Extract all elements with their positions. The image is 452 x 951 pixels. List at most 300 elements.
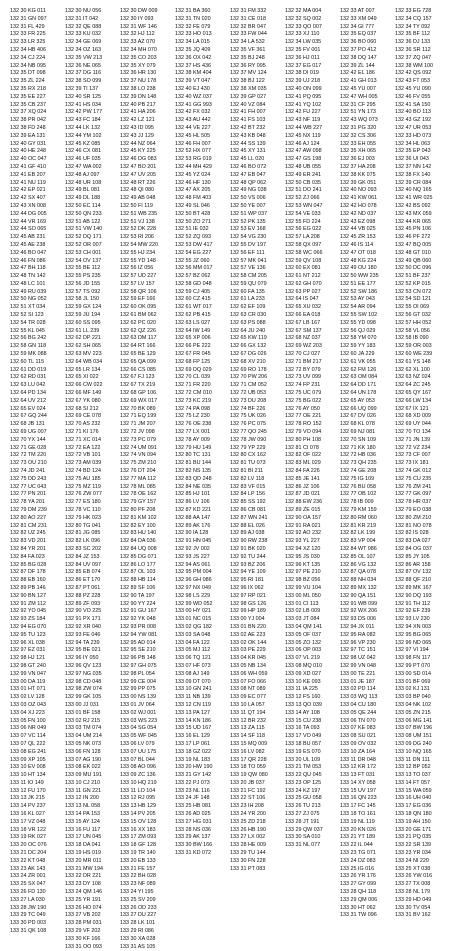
listing-entry: 132 53 CN 072 <box>395 288 432 295</box>
listing-entry: 132 65 QY 167 <box>395 390 432 397</box>
listing-entry: 132 54 OV 137 <box>65 257 102 264</box>
listing-entry: 132 75 UK 026 <box>230 413 266 420</box>
listing-entry: 132 33 EG 728 <box>395 8 432 14</box>
listing-entry: 132 38 DI 019 <box>285 70 319 77</box>
listing-entry: 133 23 IH 208 <box>230 803 264 810</box>
listing-entry: 132 31 CE 018 <box>230 15 266 22</box>
listing-entry: 133 05 MJ 112 <box>175 647 211 654</box>
listing-entry: 132 75 AU 185 <box>65 475 101 482</box>
listing-entry: 132 76 AY 050 <box>285 405 320 412</box>
listing-entry: 132 86 AR 158 <box>395 561 431 568</box>
listing-entry: 132 37 HS 436 <box>175 62 211 69</box>
listing-entry: 133 25 SX 047 <box>10 881 46 888</box>
listing-entry: 132 46 AJ 124 <box>285 140 320 147</box>
listing-entry: 133 10 HQ 219 <box>120 779 157 786</box>
listing-entry: 132 67 YK 080 <box>65 397 101 404</box>
listing-entry: 133 21 PQ 035 <box>395 834 432 841</box>
listing-entry: 133 31 QK 108 <box>10 928 47 935</box>
listing-entry: 132 69 NJ 081 <box>340 429 376 436</box>
listing-entry: 133 06 TQ 121 <box>175 655 211 662</box>
listing-entry: 133 10 LA 057 <box>230 701 265 708</box>
listing-entry: 132 41 PQ 095 <box>285 93 322 100</box>
listing-entry: 132 44 NZ 064 <box>120 140 156 147</box>
listing-entry: 132 63 PP 027 <box>285 288 321 295</box>
listing-entry: 132 44 VR 169 <box>10 218 46 225</box>
listing-entry: 132 64 DD 171 <box>340 382 377 389</box>
listing-entry: 133 06 WH 059 <box>230 670 268 677</box>
listing-entry: 133 02 LB 009 <box>285 608 321 615</box>
listing-entry: 132 85 JE 141 <box>285 475 320 482</box>
listing-entry: 132 62 PB 415 <box>175 312 211 319</box>
listing-entry: 133 07 HF 073 <box>175 662 211 669</box>
listing-entry: 132 69 WZ 203 <box>285 343 322 350</box>
listing-entry: 132 76 PC 075 <box>230 421 266 428</box>
listing-entry: 132 34 HL 063 <box>395 140 431 147</box>
listing-entry: 132 98 GS 126 <box>230 600 267 607</box>
listing-entry: 132 60 SS 095 <box>65 319 101 326</box>
listing-entry: 132 61 NT 212 <box>285 273 321 280</box>
listing-entry: 132 48 AJ 097 <box>65 171 100 178</box>
listing-entry: 133 03 WQ 113 <box>340 694 378 701</box>
listing-entry: 132 84 DA 036 <box>120 538 156 545</box>
listing-entry: 132 79 EO 038 <box>395 507 432 513</box>
listing-entry: 132 98 CD 048 <box>65 678 102 685</box>
listing-entry: 132 71 XC 014 <box>65 436 101 443</box>
listing-entry: 132 67 DV 026 <box>340 413 376 420</box>
listing-entry: 132 35 RX 218 <box>10 85 46 92</box>
listing-entry: 132 55 OI 069 <box>395 304 430 311</box>
listing-entry: 133 25 SV 209 <box>120 896 156 903</box>
listing-entry: 133 05 ZN 215 <box>395 709 431 716</box>
listing-entry: 132 84 UQ 008 <box>120 545 157 552</box>
listing-entry: 132 39 GK 051 <box>340 179 377 186</box>
listing-entry: 133 13 TO 037 <box>395 772 431 779</box>
listing-entry: 132 69 CE 078 <box>65 413 101 420</box>
listing-entry: 132 47 AX 205 <box>175 187 211 194</box>
listing-entry: 132 44 MH 429 <box>175 163 212 170</box>
listing-entry: 133 00 HY 021 <box>175 608 211 615</box>
listing-entry: 132 69 UG 007 <box>10 429 47 436</box>
listing-entry: 132 64 IS 047 <box>285 296 319 303</box>
listing-entry: 132 56 IZ 056 <box>120 265 154 272</box>
listing-entry: 132 64 WB 034 <box>65 358 103 365</box>
listing-entry: 132 99 HP 189 <box>230 608 266 615</box>
listing-entry: 132 42 EP 021 <box>10 187 46 194</box>
listing-entry: 132 93 LV 230 <box>395 616 430 623</box>
listing-entry: 132 31 FM 332 <box>230 8 267 14</box>
listing-entry: 132 82 LK 199 <box>340 530 376 537</box>
listing-entry: 133 29 TU 144 <box>230 850 266 857</box>
listing-entry: 132 42 BS 092 <box>395 202 431 209</box>
listing-entry: 132 58 YM 070 <box>340 335 377 342</box>
listing-entry: 132 40 GY 031 <box>10 140 47 147</box>
listing-entry: 132 82 NS 135 <box>175 468 211 475</box>
listing-entry: 133 02 WJ 001 <box>120 709 157 716</box>
listing-entry: 133 21 FE 157 <box>120 865 156 872</box>
listing-entry: 132 83 VP 004 <box>340 538 376 545</box>
listing-entry: 132 89 ZE 015 <box>285 507 321 513</box>
listing-entry: 132 63 DM 117 <box>120 335 157 342</box>
listing-entry: 133 28 JW 190 <box>10 904 47 911</box>
listing-entry: 133 98 FN 117 <box>395 655 431 662</box>
listing-entry: 132 88 EL 026 <box>230 522 265 529</box>
listing-entry: 133 18 DA 041 <box>65 842 101 849</box>
listing-entry: 133 28 NS 036 <box>175 826 211 833</box>
listing-entry: 132 79 HU 149 <box>175 444 212 451</box>
listing-entry: 133 07 FO 066 <box>230 678 266 685</box>
listing-entry: 132 42 EL 186 <box>340 70 375 77</box>
listing-entry: 133 05 NB 134 <box>230 662 266 669</box>
listing-entry: 132 34 MH 070 <box>120 46 157 53</box>
listing-entry: 133 29 AK 137 <box>175 834 211 841</box>
listing-entry: 133 18 BU 057 <box>285 740 321 747</box>
listing-entry: 132 46 BO 047 <box>10 249 47 256</box>
listing-entry: 133 03 WS 223 <box>120 717 158 724</box>
listing-entry: 132 96 QV 123 <box>65 662 102 669</box>
listing-entry: 132 54 VG 230 <box>230 234 267 241</box>
listing-entry: 132 51 BF 237 <box>395 273 431 280</box>
listing-entry: 132 51 IE 032 <box>175 226 209 233</box>
listing-entry: 132 95 RI 181 <box>230 577 264 584</box>
listing-entry: 133 16 FU 117 <box>65 826 101 833</box>
listing-entry: 132 33 EH 055 <box>340 140 376 147</box>
listing-entry: 133 00 NS 139 <box>120 694 156 701</box>
listing-entry: 133 24 ZR 001 <box>10 873 46 880</box>
listing-entry: 133 12 BR 232 <box>230 717 266 724</box>
listing-entry: 132 92 AO 232 <box>285 530 321 537</box>
listing-entry: 132 43 MX 059 <box>395 210 432 217</box>
listing-entry: 132 40 VZ 084 <box>230 101 266 108</box>
listing-entry: 133 27 DU 227 <box>120 912 157 919</box>
listing-entry: 132 56 EG 022 <box>285 226 322 233</box>
listing-entry: 132 60 CZ 415 <box>175 296 211 303</box>
listing-entry: 132 71 BM 217 <box>285 358 322 365</box>
listing-entry: 133 17 UN 045 <box>65 834 102 841</box>
listing-entry: 133 08 NT 089 <box>230 686 266 693</box>
listing-entry: 132 97 RP 021 <box>230 592 266 599</box>
listing-entry: 132 41 FH 007 <box>230 109 266 116</box>
listing-entry: 133 24 QM 146 <box>65 889 103 896</box>
listing-entry: 132 63 MV 223 <box>65 351 102 358</box>
listing-entry: 132 95 PM 004 <box>175 569 212 576</box>
listing-entry: 132 46 FV 055 <box>395 93 431 100</box>
listing-entry: 132 51 DO 241 <box>285 187 322 194</box>
listing-entry: 132 95 RA 082 <box>340 631 376 638</box>
listing-entry: 133 11 DN 111 <box>395 756 431 763</box>
listing-entry: 133 07 KE 083 <box>340 725 376 732</box>
listing-entry: 132 86 LV 106 <box>175 499 210 506</box>
listing-entry: 132 55 BE 112 <box>65 265 101 272</box>
listing-entry: 132 58 VL 056 <box>395 327 430 334</box>
listing-entry: 132 32 CS 306 <box>340 132 376 139</box>
listing-entry: 132 81 KM 102 <box>120 514 157 521</box>
listing-entry: 133 06 OP 003 <box>285 647 322 654</box>
listing-entry: 133 30 SA 010 <box>285 834 321 841</box>
listing-entry: 132 51 WP 037 <box>230 210 268 217</box>
listing-entry: 132 39 TI 137 <box>65 85 99 92</box>
listing-entry: 132 56 EF 111 <box>230 249 265 256</box>
listing-entry: 132 64 RT 166 <box>120 343 156 350</box>
listing-entry: 133 27 TX 008 <box>395 881 431 888</box>
listing-entry: 132 83 VD 201 <box>10 538 46 545</box>
listing-entry: 132 91 HN 045 <box>175 538 212 545</box>
listing-entry: 132 84 JZ 153 <box>65 553 100 560</box>
listing-entry: 132 50 EC 114 <box>65 202 101 209</box>
listing-entry: 132 38 FD 248 <box>10 124 46 131</box>
listing-entry: 132 89 SF 106 <box>120 584 156 591</box>
listing-entry: 132 90 IA 128 <box>175 530 209 537</box>
listing-column-3 <box>120 8 175 951</box>
listing-entry: 133 18 GZ 022 <box>175 748 211 755</box>
listing-entry: 132 38 SO 099 <box>65 78 102 85</box>
listing-entry: 133 23 OP 125 <box>285 779 322 786</box>
listing-entry: 133 14 PV 237 <box>10 803 46 810</box>
listing-entry: 132 36 HJ 011 <box>285 54 320 61</box>
listing-entry: 132 72 VB 101 <box>65 452 101 459</box>
listing-entry: 132 54 MW 220 <box>120 241 159 248</box>
listing-entry: 132 45 NX 119 <box>285 132 321 139</box>
listing-entry: 133 23 DY 108 <box>65 881 101 888</box>
listing-entry: 132 56 BG 242 <box>10 335 47 342</box>
listing-entry: 132 43 EZ 098 <box>340 218 376 225</box>
listing-entry: 132 77 GK 097 <box>395 491 432 498</box>
listing-entry: 132 43 AU 442 <box>175 117 211 124</box>
listing-entry: 133 05 ZO 132 <box>285 639 321 646</box>
listing-entry: 132 47 UV 205 <box>120 171 156 178</box>
listing-entry: 132 40 OC 047 <box>10 156 47 163</box>
listing-entry: 133 07 VL 219 <box>285 655 320 662</box>
listing-entry: 132 98 UZ 042 <box>340 655 376 662</box>
listing-entry: 132 87 OV 132 <box>395 569 432 576</box>
listing-entry: 132 51 AB 122 <box>65 218 101 225</box>
listing-entry: 132 42 PW 177 <box>65 109 103 116</box>
listing-entry: 133 26 HO 074 <box>65 904 102 911</box>
listing-entry: 132 60 OK 095 <box>120 304 157 311</box>
listing-entry: 133 20 EB 133 <box>120 857 156 864</box>
listing-entry: 133 02 QG 182 <box>175 623 212 630</box>
listing-entry: 133 21 TM 053 <box>285 764 322 771</box>
listing-column-6 <box>285 8 340 951</box>
listing-entry: 133 21 FC 192 <box>230 787 266 794</box>
listing-entry: 132 66 EA 018 <box>285 312 321 319</box>
listing-entry: 132 45 YZ 024 <box>175 171 211 178</box>
listing-entry: 132 50 WW 235 <box>340 273 379 280</box>
listing-entry: 133 29 QM 006 <box>340 896 378 903</box>
listing-entry: 133 08 MQ 010 <box>285 662 323 669</box>
listing-entry: 132 98 HJ 121 <box>10 655 46 662</box>
listing-entry: 132 80 PF 208 <box>120 507 156 513</box>
listing-entry: 132 91 WB 099 <box>340 600 378 607</box>
listing-entry: 132 50 DC 096 <box>395 265 432 272</box>
listing-entry: 132 51 VJ 138 <box>120 218 155 225</box>
listing-entry: 133 23 AK 143 <box>10 865 46 872</box>
listing-entry: 132 46 CX 081 <box>65 148 101 155</box>
listing-entry: 133 19 TR 140 <box>120 850 156 857</box>
listing-entry: 132 64 JU 240 <box>230 327 266 334</box>
listing-entry: 132 78 HR 037 <box>395 499 432 506</box>
listing-entry: 132 70 TO 134 <box>395 429 431 436</box>
listing-entry: 132 62 EF 109 <box>230 304 266 311</box>
listing-entry: 132 52 KP 015 <box>395 280 431 287</box>
listing-entry: 132 88 AA 147 <box>175 514 211 521</box>
listing-entry: 132 50 FI 119 <box>120 202 153 209</box>
listing-entry: 132 68 JB 131 <box>10 421 45 428</box>
listing-entry: 133 09 XP 105 <box>10 756 46 763</box>
listing-entry: 132 61 VK 055 <box>340 358 376 365</box>
listing-entry: 133 00 JJ 031 <box>65 701 99 708</box>
listing-entry: 133 14 PV 205 <box>120 811 156 818</box>
listing-entry: 133 11 NB 139 <box>175 694 211 701</box>
listing-entry: 133 15 MQ 009 <box>230 740 268 747</box>
listing-entry: 132 41 HA 206 <box>120 109 156 116</box>
listing-entry: 133 30 TV 054 <box>395 904 431 911</box>
listing-entry: 133 06 MG 141 <box>395 717 433 724</box>
listing-entry: 132 38 FX 140 <box>395 171 431 178</box>
listing-entry: 132 52 DQ 171 <box>65 234 102 241</box>
listing-entry: 132 57 UD 227 <box>120 273 157 280</box>
listing-entry: 133 05 WF 045 <box>120 733 157 740</box>
listing-entry: 133 26 HB 190 <box>230 826 266 833</box>
listing-entry: 132 77 PN 201 <box>10 491 46 498</box>
listing-entry: 133 18 TO 059 <box>230 764 266 771</box>
listing-entry: 132 70 BK 089 <box>120 405 156 412</box>
listing-entry: 133 22 KT 048 <box>10 857 46 864</box>
listing-entry: 132 92 WX 206 <box>340 608 378 615</box>
listing-entry: 132 84 FA 226 <box>285 468 320 475</box>
listing-entry: 132 52 HX 077 <box>175 148 211 155</box>
listing-entry: 133 10 ZA 164 <box>340 748 376 755</box>
listing-entry: 132 95 AD 014 <box>120 639 156 646</box>
listing-entry: 132 51 VW 140 <box>65 226 103 233</box>
listing-entry: 133 11 LO 104 <box>120 787 156 794</box>
listing-entry: 132 35 XH 065 <box>340 148 376 155</box>
listing-entry: 132 70 AS 232 <box>65 421 101 428</box>
listing-entry: 133 13 ZA 115 <box>230 725 265 732</box>
listing-entry: 132 66 CS 085 <box>120 366 156 373</box>
listing-entry: 132 76 BU 058 <box>340 483 376 490</box>
listing-entry: 132 49 RU 039 <box>10 288 47 295</box>
listing-entry: 132 77 OB 102 <box>340 491 377 498</box>
listing-entry: 133 20 MR 011 <box>65 857 102 864</box>
listing-entry: 132 37 NN 142 <box>395 163 432 170</box>
listing-entry: 132 70 YX 144 <box>10 436 46 443</box>
listing-entry: 132 37 NU 178 <box>120 78 157 85</box>
listing-entry: 133 22 SR 139 <box>395 842 431 849</box>
listing-entry: 132 99 VU 104 <box>285 584 321 591</box>
listing-entry: 132 45 KY 225 <box>120 148 156 155</box>
listing-entry: 132 85 DG 071 <box>120 553 157 560</box>
listing-entry: 132 97 TC 151 <box>340 647 376 654</box>
listing-entry: 133 03 BP 040 <box>395 694 431 701</box>
listing-entry: 132 97 EZ 031 <box>10 647 46 654</box>
listing-entry: 133 25 IG 016 <box>340 865 375 872</box>
listing-entry: 133 31 OO 093 <box>65 943 102 950</box>
listing-entry: 132 66 GX 132 <box>230 343 267 350</box>
listing-entry: 132 96 KT 135 <box>285 561 321 568</box>
listing-entry: 132 81 KR 219 <box>340 522 376 529</box>
listing-entry: 132 82 LK 096 <box>65 538 101 545</box>
listing-entry: 132 68 FP 125 <box>175 358 211 365</box>
listing-entry: 133 25 ZD 218 <box>230 818 266 825</box>
listing-entry: 133 09 ZC 136 <box>120 772 156 779</box>
listing-entry: 132 59 QU 079 <box>230 280 267 287</box>
listing-entry: 133 30 BW 166 <box>175 842 213 849</box>
listing-entry: 132 46 FH 007 <box>175 140 211 147</box>
listing-entry: 132 87 PT 061 <box>65 584 101 591</box>
listing-entry: 132 47 WH 005 <box>340 93 378 100</box>
listing-entry: 133 01 BF 069 <box>395 678 431 685</box>
listing-entry: 133 20 KN 026 <box>340 826 376 833</box>
listing-entry: 132 47 OT 018 <box>340 249 376 256</box>
listing-entry: 132 34 LA 532 <box>230 39 265 46</box>
listing-entry: 132 83 ML 029 <box>285 460 321 467</box>
listing-entry: 133 07 BL 044 <box>120 756 155 763</box>
listing-entry: 133 18 GF 128 <box>120 842 156 849</box>
listing-entry: 133 27 HG 031 <box>175 818 212 825</box>
listing-entry: 132 87 QA 078 <box>340 569 376 576</box>
listing-entry: 132 55 PS 235 <box>65 273 101 280</box>
listing-entry: 132 68 KL 078 <box>340 421 375 428</box>
listing-entry: 132 62 SH 065 <box>65 343 101 350</box>
listing-entry: 132 42 SX 407 <box>10 195 46 202</box>
listing-entry: 132 63 PS 088 <box>230 319 266 326</box>
listing-entry: 133 14 XY 058 <box>340 779 376 786</box>
listing-entry: 132 49 DL 188 <box>65 195 101 202</box>
listing-entry: 132 53 AY 043 <box>340 296 375 303</box>
listing-entry: 133 12 CN 119 <box>175 701 211 708</box>
listing-entry: 132 36 BO 060 <box>340 39 377 46</box>
listing-entry: 132 46 IS 114 <box>340 241 374 248</box>
listing-entry: 132 72 TM 220 <box>10 452 47 459</box>
listing-entry: 132 47 BH 118 <box>10 265 46 272</box>
listing-entry: 132 80 TC 131 <box>175 452 211 459</box>
listing-entry: 132 90 BN 127 <box>10 592 46 599</box>
listing-entry: 133 13 QO 039 <box>285 701 322 708</box>
listing-entry: 132 46 BO 072 <box>230 163 267 170</box>
listing-entry: 132 67 FJ 123 <box>120 374 155 381</box>
listing-entry: 132 45 HL 505 <box>175 132 211 139</box>
listing-entry: 132 76 OE 238 <box>175 421 212 428</box>
listing-entry: 132 75 UC 079 <box>285 390 322 397</box>
listing-entry: 133 04 CU 180 <box>340 701 377 708</box>
listing-entry: 132 79 HK 023 <box>65 514 101 521</box>
listing-entry: 132 60 TL 115 <box>10 358 45 365</box>
listing-entry: 133 18 QN 180 <box>395 811 432 818</box>
listing-entry: 132 75 BG 022 <box>285 397 322 404</box>
listing-entry: 133 20 UL 109 <box>285 756 321 763</box>
listing-entry: 132 83 HU 140 <box>120 530 157 537</box>
listing-entry: 132 41 HS 034 <box>65 101 101 108</box>
listing-entry: 132 97 PE 210 <box>285 569 321 576</box>
listing-entry: 132 74 BF 226 <box>230 405 266 412</box>
listing-entry: 132 89 MX 132 <box>340 584 377 591</box>
listing-entry: 132 36 RY 095 <box>230 62 266 69</box>
listing-entry: 132 48 RT 226 <box>120 179 156 186</box>
listing-entry: 133 03 OZ 043 <box>10 701 46 708</box>
listing-entry: 132 72 HB 036 <box>340 452 376 459</box>
listing-entry: 132 50 YE 007 <box>230 202 266 209</box>
listing-entry: 133 08 AO 096 <box>120 764 156 771</box>
listing-entry: 132 81 TU 073 <box>230 460 266 467</box>
listing-entry: 132 94 TA 239 <box>65 639 100 646</box>
listing-entry: 132 45 PN 106 <box>395 226 431 233</box>
listing-entry: 133 15 AY 124 <box>65 818 100 825</box>
listing-entry: 132 62 DP 221 <box>65 335 101 342</box>
listing-entry: 132 43 WQ 073 <box>340 117 378 124</box>
listing-entry: 132 59 YY 183 <box>340 343 376 350</box>
listing-entry: 132 47 AW 098 <box>285 148 322 155</box>
listing-entry: 133 30 KF 166 <box>65 935 101 942</box>
